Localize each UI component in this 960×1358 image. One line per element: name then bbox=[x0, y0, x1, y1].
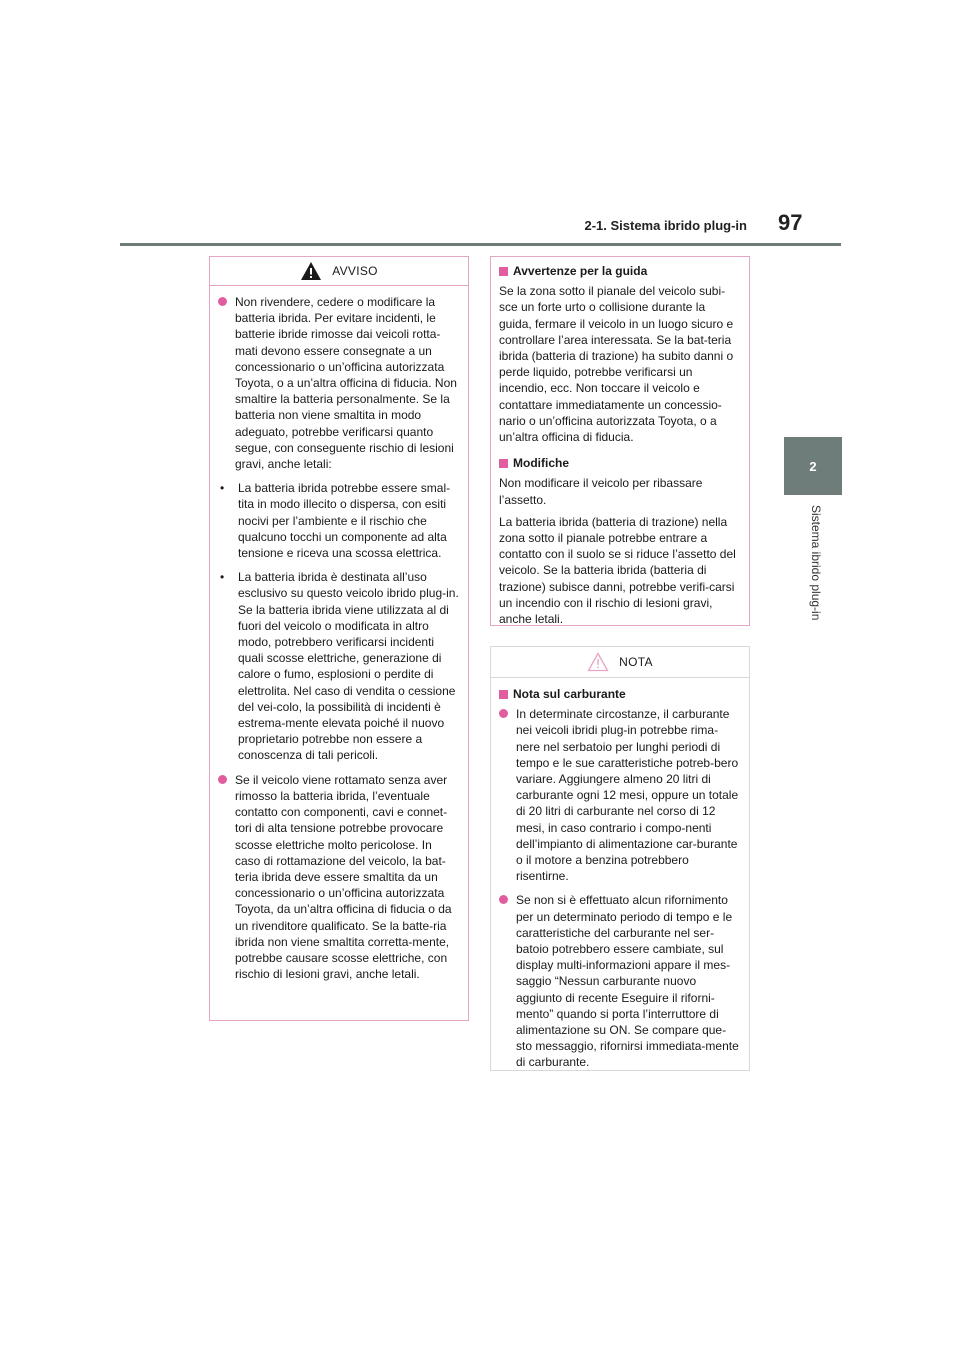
warning-box-header bbox=[210, 257, 468, 286]
warning-box bbox=[209, 256, 469, 1021]
bullet-icon bbox=[499, 895, 508, 904]
note-box-title: NOTA bbox=[619, 655, 653, 669]
header-rule bbox=[120, 243, 841, 246]
paragraph: Non modificare il veicolo per ribassare l’assetto. bbox=[499, 476, 703, 507]
section-heading: Nota sul carburante bbox=[499, 686, 740, 702]
warning-item: Non rivendere, cedere o modificare la batteria ibrida. Per evitare incidenti, le batterie ibride rimosse dai veicoli rotta-mati devono essere consegnate a un concessionario o un’officina autorizzata Toyota, o a un’altra officina di fiducia. Non smaltire la batteria personalmente. Se la batteria non viene smaltita in modo adeguato, potrebbe verificarsi quanto segue, con conseguente rischio di lesioni gravi, anche letali: bbox=[218, 294, 459, 472]
square-bullet-icon bbox=[499, 690, 508, 699]
section-heading: Avvertenze per la guida bbox=[499, 263, 740, 279]
square-bullet-icon bbox=[499, 459, 508, 468]
square-bullet-icon bbox=[499, 267, 508, 276]
caution-outline-icon bbox=[587, 652, 609, 672]
section-heading: Modifiche bbox=[499, 455, 740, 471]
paragraph: Se la zona sotto il pianale del veicolo subi-sce un forte urto o collisione durante la guida, fermare il veicolo in un luogo sicuro e controllare l’area interessata. Se la bat-teria ibrida (batteria di trazione) ha subito danni o perde liquido, potrebbe verificarsi un incendio, ecc. Non toccare il veicolo e contattare immediatamente un concessio-nario o un’officina autorizzata Toyota, o a un’altra officina di fiducia. bbox=[499, 284, 734, 445]
page-number: 97 bbox=[778, 210, 803, 235]
warning-box-continued bbox=[490, 256, 750, 626]
warning-triangle-icon bbox=[300, 261, 322, 281]
chapter-title: Sistema ibrido plug-in bbox=[809, 505, 823, 621]
warning-item: Se il veicolo viene rottamato senza aver rimosso la batteria ibrida, l’eventuale contatto con componenti, cavi e connet-tori di alta tensione potrebbe provocare scosse elettriche molto pericolose. In caso di rottamazione del veicolo, la bat-teria ibrida deve essere smaltita da un concessionario o un’officina autorizzata Toyota, da un’altra officina di fiducia o da un rivenditore qualificato. Se la batte-ria ibrida non viene smaltita corretta-mente, potrebbe causare scosse elettriche, con rischio di lesioni gravi, anche letali. bbox=[218, 772, 459, 983]
bullet-icon bbox=[218, 775, 227, 784]
bullet-icon bbox=[499, 709, 508, 718]
note-box-header bbox=[491, 647, 749, 678]
warning-sub-item: • La batteria ibrida potrebbe essere smal-tita in modo illecito o dispersa, con esiti nocivi per l’ambiente e il rischio che qualcuno tocchi un componente ad alta tensione e riceva una scossa elettrica. bbox=[220, 481, 451, 561]
warning-box-title: AVVISO bbox=[332, 264, 378, 278]
bullet-icon bbox=[218, 297, 227, 306]
paragraph: La batteria ibrida (batteria di trazione) nella zona sotto il pianale potrebbe entrare a contatto con il suolo se si riduce l’assetto del veicolo. Se la batteria ibrida (batteria di trazione) subisce danni, potrebbe verifi-carsi un incendio con il rischio di lesioni gravi, anche letali. bbox=[499, 514, 736, 627]
note-item: In determinate circostanze, il carburante nei veicoli ibridi plug-in potrebbe rima-nere nel serbatoio per lunghi periodi di tempo e le sue caratteristiche potreb-bero variare. Aggiungere almeno 20 litri di carburante ogni 12 mesi, oppure un totale di 20 litri di carburante nel corso di 12 mesi, in caso contrario i compo-nenti dell’impianto di alimentazione car-burante o il motore a benzina potrebbero risentirne. bbox=[499, 706, 740, 884]
note-item: Se non si è effettuato alcun rifornimento per un determinato periodo di tempo e le caratteristiche del carburante nel ser-batoio potrebbero essere cambiate, sul display multi-informazioni appare il mes-saggio “Nessun carburante nuovo aggiunto di recente Eseguire il riforni-mento” quando si porta l’interruttore di alimentazione su ON. Se compare que-sto messaggio, rifornirsi immediata-mente di carburante. bbox=[499, 892, 740, 1070]
note-box bbox=[490, 646, 750, 1071]
warning-sub-item: • La batteria ibrida è destinata all’uso esclusivo su questo veicolo ibrido plug-in. Se la batteria ibrida viene utilizzata al di fuori del veicolo o modificata in altro modo, potrebbero verificarsi incidenti quali scosse elettriche, generazione di calore o fumo, esplosioni o perdite di elettrolita. Nel caso di vendita o cessione del vei-colo, la possibilità di incidenti è estrema-mente elevata poiché il nuovo proprietario potrebbe non essere a conoscenza di tali pericoli. bbox=[220, 570, 459, 763]
chapter-tab: 2 bbox=[784, 437, 842, 495]
section-title: 2-1. Sistema ibrido plug-in bbox=[584, 218, 747, 233]
